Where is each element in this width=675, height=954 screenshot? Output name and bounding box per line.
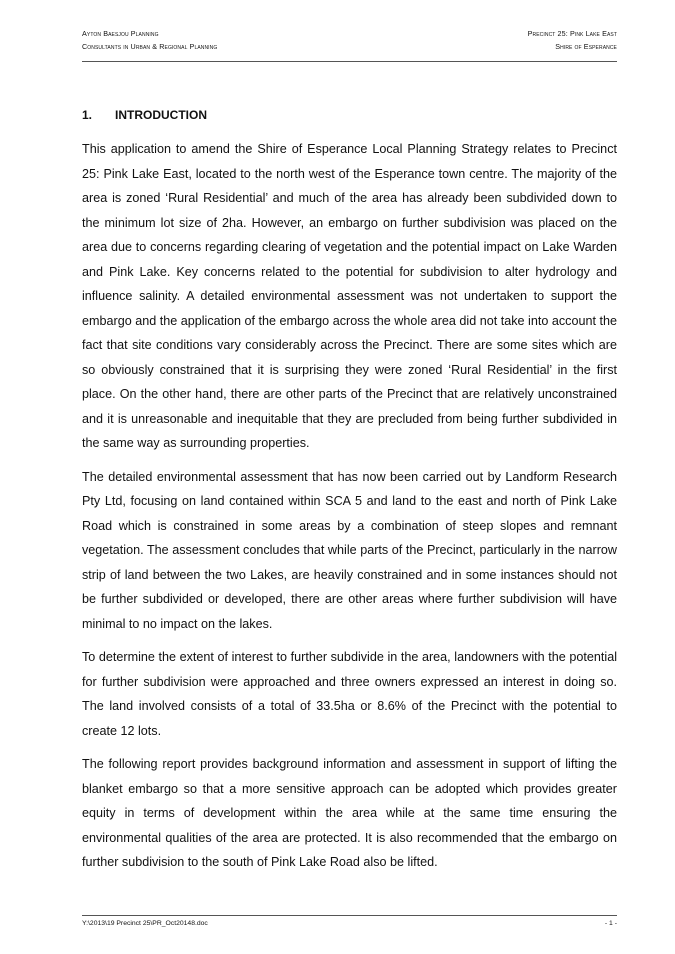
paragraph: The following report provides background information and assessment in support of lifting the blanket embargo so that a more sensitive approach can be adopted which provides greater equity in terms of development within the area while at the same time ensuring the environmental qualities of the area are protected. It is also recommended that the embargo on further subdivision to the south of Pink Lake Road also be lifted. [82,757,617,869]
footer-divider [82,915,617,916]
footer-file-path: Y:\2013\19 Precinct 25\PR_Oct20148.doc [82,920,208,927]
footer-page-number: - 1 - [604,920,617,927]
header-precinct: Precinct 25: Pink Lake East [527,29,617,38]
paragraph: The detailed environmental assessment that has now been carried out by Landform Research Pty Ltd, focusing on land contained within SCA 5 and land to the east and north of Pink Lake Road which is constrained in some areas by a combination of steep slopes and remnant vegetation. The assessment concludes that while parts of the Precinct, particularly in the narrow strip of land between the two Lakes, are heavily constrained and in some instances should not be further subdivided or developed, there are other areas where further subdivision will have minimal to no impact on the lakes. [82,469,617,631]
header-firm-name: Ayton Baesjou Planning [82,29,159,38]
header-left [82,27,217,53]
document-body [82,137,617,884]
paragraph: This application to amend the Shire of Esperance Local Planning Strategy relates to Precinct 25: Pink Lake East, located to the north west of the Esperance town centre. The majority of the area is zoned ‘Rural Residential’ and much of the area has already been subdivided down to the minimum lot size of 2ha. However, an embargo on further subdivision was placed on the area due to concerns regarding clearing of vegetation and the potential impact on Lake Warden and Pink Lake. Key concerns related to the potential for subdivision to alter hydrology and influence salinity. A detailed environmental assessment was not undertaken to support the embargo and the application of the embargo across the whole area did not take into account the fact that site conditions vary considerably across the Precinct. There are some sites which are so obviously constrained that it is surprising they were zoned ‘Rural Residential’ in the first place. On the other hand, there are other parts of the Precinct that are relatively unconstrained and it is unreasonable and inequitable that they are precluded from being further subdivided in the same way as surrounding properties. [82,142,617,450]
header-firm-tagline: Consultants in Urban & Regional Planning [82,42,218,51]
header-right [528,27,617,53]
section-number: 1. [82,108,93,122]
header-divider [82,61,617,62]
header-shire: Shire of Esperance [555,42,617,51]
section-heading [82,108,207,122]
section-title: INTRODUCTION [115,108,207,122]
paragraph: To determine the extent of interest to further subdivide in the area, landowners with the potential for further subdivision were approached and three owners expressed an interest in doing so. The land involved consists of a total of 33.5ha or 8.6% of the Precinct with the potential to create 12 lots. [82,650,617,738]
